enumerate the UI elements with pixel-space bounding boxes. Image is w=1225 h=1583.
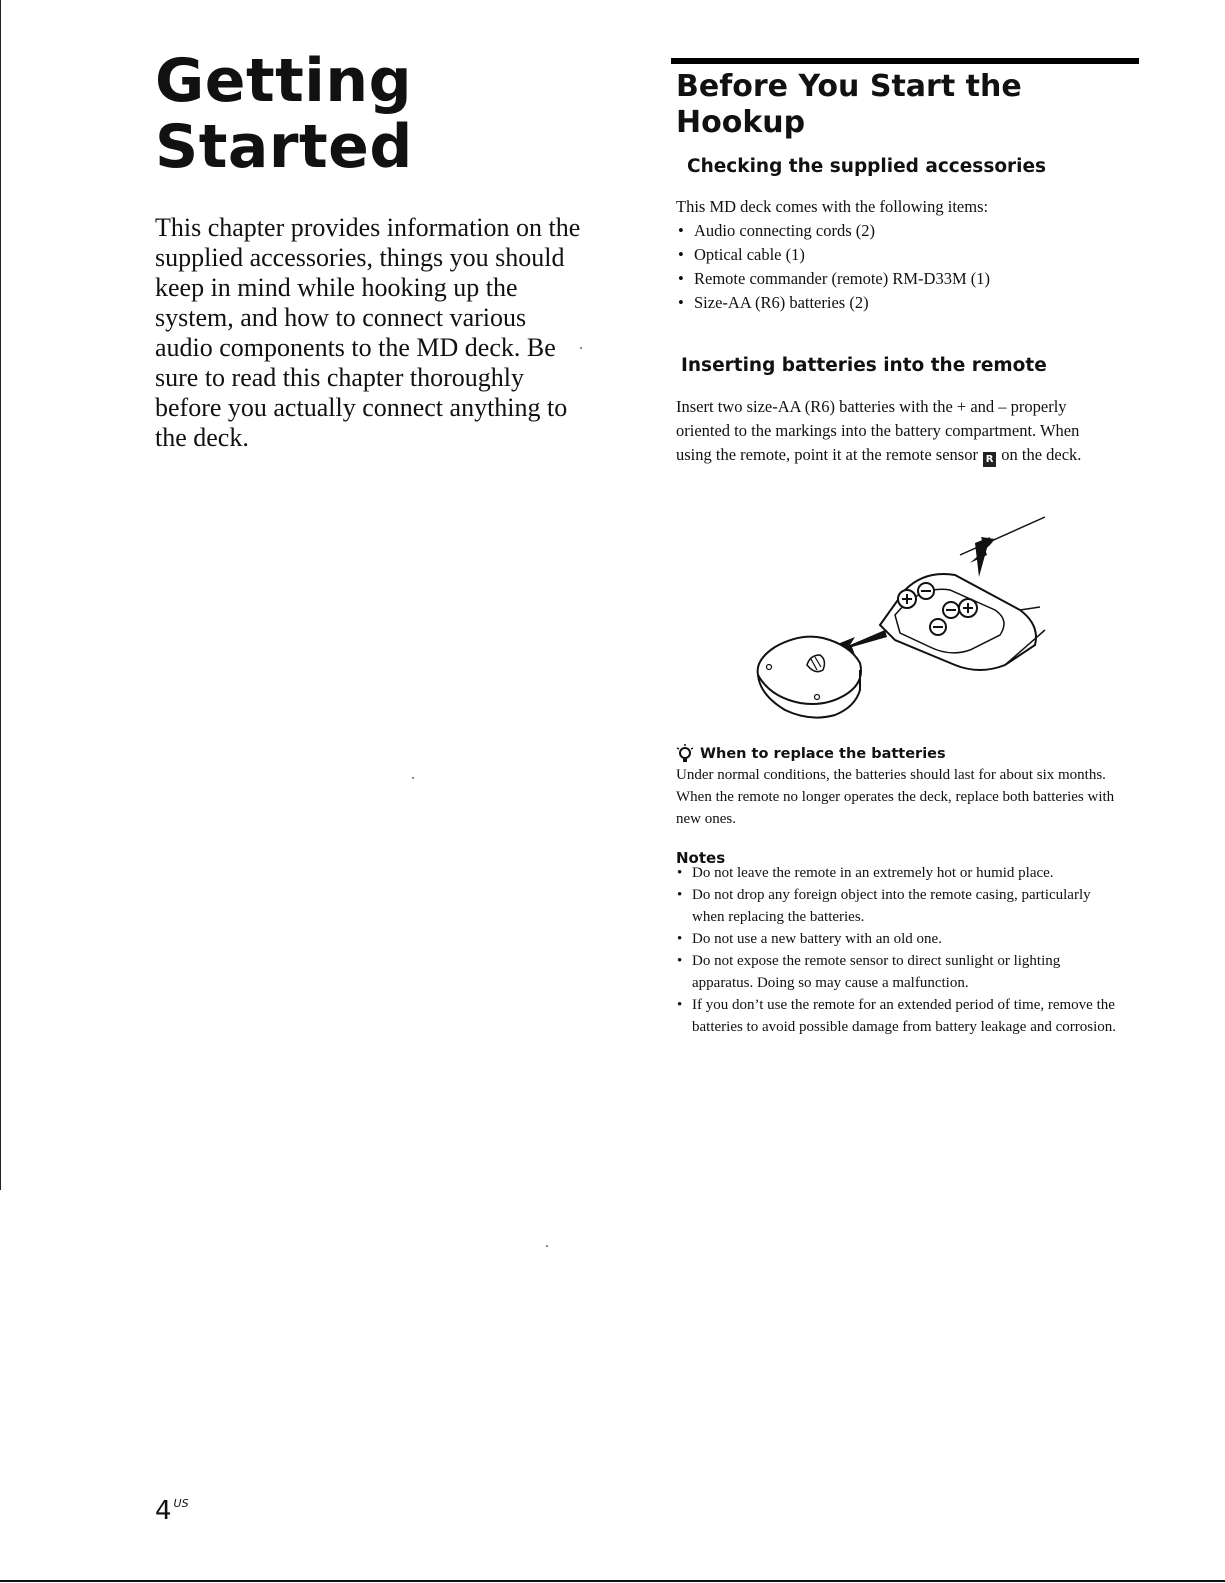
- battery-insertion-illustration: [755, 515, 1065, 740]
- batteries-text: Insert two size-AA (R6) batteries with the + and – properly oriented to the markings into the battery compartment. When using the remote, point it at the remote sensor: [676, 397, 1080, 464]
- accessory-item: • Remote commander (remote) RM-D33M (1): [676, 267, 1126, 291]
- note-item: • Do not use a new battery with an old one.: [676, 928, 1121, 950]
- chapter-title-line1: Getting: [155, 46, 413, 116]
- lightbulb-icon: [676, 744, 694, 764]
- section-title: Before You Start the Hookup: [676, 69, 1022, 140]
- accessories-intro: This MD deck comes with the following items:: [676, 197, 989, 216]
- page-number-value: 4: [155, 1496, 172, 1526]
- accessory-item: • Audio connecting cords (2): [676, 219, 1126, 243]
- page-number-suffix: US: [173, 1497, 189, 1510]
- chapter-title: [155, 48, 575, 180]
- batteries-instructions: [676, 395, 1106, 467]
- accessories-block: [676, 195, 1126, 315]
- chapter-intro: This chapter provides information on the supplied accessories, things you should keep in mind while hooking up the system, and how to connect various audio components to the MD deck. Be sure to read this chapter thoroughly before you actually connect anything to the deck.: [155, 213, 581, 452]
- tip-text: Under normal conditions, the batteries should last for about six months. When the remote no longer operates the deck, replace both batteries with new ones.: [676, 767, 1115, 827]
- page-edge-left: [0, 0, 1, 1190]
- accessory-item: • Size-AA (R6) batteries (2): [676, 291, 1126, 315]
- scan-speck: [412, 777, 414, 779]
- batteries-heading: Inserting batteries into the remote: [681, 355, 1047, 376]
- notes-heading: Notes: [676, 849, 726, 867]
- section-rule: [671, 58, 1139, 64]
- accessories-heading: Checking the supplied accessories: [687, 156, 1047, 177]
- tip-heading-row: [676, 744, 946, 764]
- note-item: • Do not drop any foreign object into the remote casing, particularly when replacing the batteries.: [676, 884, 1121, 928]
- chapter-title-line2: Started: [155, 112, 413, 182]
- note-item: • If you don’t use the remote for an extended period of time, remove the batteries to avoid possible damage from battery leakage and corrosion.: [676, 994, 1121, 1038]
- page-edge-bottom: [0, 1580, 1225, 1582]
- notes-list: [676, 862, 1121, 1038]
- page-number: [155, 1496, 189, 1526]
- note-item: • Do not leave the remote in an extremely hot or humid place.: [676, 862, 1121, 884]
- tip-heading: When to replace the batteries: [700, 746, 946, 762]
- batteries-text-end: on the deck.: [1001, 445, 1082, 464]
- note-item: • Do not expose the remote sensor to direct sunlight or lighting apparatus. Doing so may cause a malfunction.: [676, 950, 1121, 994]
- accessory-item: • Optical cable (1): [676, 243, 1126, 267]
- accessories-list: [676, 219, 1126, 315]
- remote-sensor-icon: R: [983, 452, 996, 467]
- scan-speck: [546, 1245, 548, 1247]
- scan-speck: [580, 347, 582, 349]
